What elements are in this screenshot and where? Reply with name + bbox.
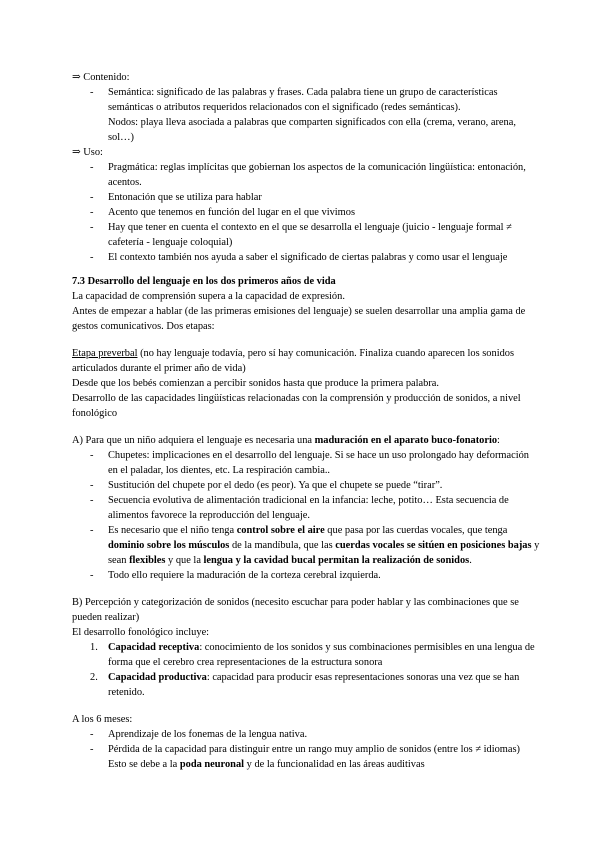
bold-run: Capacidad productiva: [108, 672, 207, 683]
section-a-heading-bold: maduración en el aparato buco-fonatorio: [314, 435, 498, 446]
list-item: [72, 160, 540, 190]
section-a-list: [72, 448, 540, 583]
list-item: [72, 190, 540, 205]
section-a-heading-colon: :: [497, 435, 500, 446]
preverbal-label: Etapa preverbal: [72, 348, 138, 359]
list-item: [72, 640, 540, 670]
dash-bullet: -: [90, 192, 94, 203]
text-run: Es necesario que el niño tenga: [108, 525, 237, 536]
preverbal-text: (no hay lenguaje todavía, pero sí hay comunicación. Finaliza cuando aparecen los sonidos articulados durante el primer año de vida): [72, 348, 515, 374]
text-run: : capacidad para producir esas representaciones sonoras una vez que se han retenido.: [108, 672, 520, 698]
nodos-text: Nodos: playa lleva asociada a palabras que comparten significados con ella (crema, verano, arena, sol…): [108, 117, 516, 143]
list-item-text: El contexto también nos ayuda a saber el significado de ciertas palabras y como usar el lenguaje: [108, 252, 508, 263]
section-title-text: 7.3 Desarrollo del lenguaje en los dos primeros años de vida: [72, 276, 336, 287]
section-paragraph-2: Antes de empezar a hablar (de las primeras emisiones del lenguaje) se suelen desarrollar una amplia gama de gestos comunicativos. Dos etapas:: [72, 306, 526, 332]
list-item-text: Acento que tenemos en función del lugar en el que vivimos: [108, 207, 355, 218]
list-item: [72, 727, 540, 742]
dash-bullet: -: [90, 744, 94, 755]
bold-run: cuerdas vocales se sitúen en posiciones bajas: [335, 540, 532, 551]
section-a-heading-text: A) Para que un niño adquiera el lenguaje es necesaria una: [72, 435, 315, 446]
text-run: .: [469, 555, 472, 566]
list-item: [72, 205, 540, 220]
text-run: Esto se debe a la: [108, 759, 180, 770]
bold-run: lengua y la cavidad bucal permitan la realización de sonidos: [203, 555, 470, 566]
list-item-text: Pragmática: reglas implícitas que gobiernan los aspectos de la comunicación lingüística: entonación, acentos.: [108, 162, 526, 188]
dash-bullet: -: [90, 729, 94, 740]
bold-run: Capacidad receptiva: [108, 642, 200, 653]
dash-bullet: -: [90, 252, 94, 263]
list-item: [72, 523, 540, 568]
list-item-text: Todo ello requiere la maduración de la corteza cerebral izquierda.: [108, 570, 381, 581]
list-item: [72, 742, 540, 772]
list-item: [72, 670, 540, 700]
list-item-text: Hay que tener en cuenta el contexto en el que se desarrolla el lenguaje (juicio - lenguaje formal ≠ cafetería - lenguaje coloquial): [108, 222, 512, 248]
bold-run: control sobre el aire: [236, 525, 325, 536]
text-run: : conocimiento de los sonidos y sus combinaciones permisibles en una lengua de forma que el cerebro crea representaciones de la estructura sonora: [108, 642, 535, 668]
preverbal-paragraph-3: Desarrollo de las capacidades lingüísticas relacionadas con la comprensión y producción de sonidos, a nivel fonológico: [72, 393, 521, 419]
list-item: [72, 250, 540, 265]
text-run: que pasa por las cuerdas vocales, que tenga: [324, 525, 508, 536]
list-item-text: Sustitución del chupete por el dedo (es peor). Ya que el chupete se puede “tirar”.: [108, 480, 443, 491]
uso-list: [72, 160, 540, 265]
preverbal-paragraph-2: Desde que los bebés comienzan a percibir sonidos hasta que produce la primera palabra.: [72, 378, 439, 389]
list-item: [72, 220, 540, 250]
list-item-text: Aprendizaje de los fonemas de la lengua nativa.: [108, 729, 308, 740]
list-item: [72, 85, 540, 145]
list-item: [72, 448, 540, 478]
preverbal-paragraph: [72, 346, 540, 376]
dash-bullet: -: [90, 570, 94, 581]
text-run: de la mandíbula, que las: [229, 540, 336, 551]
dash-bullet: -: [90, 87, 94, 98]
dash-bullet: -: [90, 222, 94, 233]
bold-run: poda neuronal: [179, 759, 245, 770]
list-item: [72, 568, 540, 583]
contenido-list: [72, 85, 540, 145]
section-a-heading: [72, 433, 540, 448]
list-item-text: Chupetes: implicaciones en el desarrollo del lenguaje. Si se hace un uso prolongado hay deformación en el paladar, los dientes, etc. La respiración cambia..: [108, 450, 529, 476]
seis-meses-list: [72, 727, 540, 772]
list-item-text: Entonación que se utiliza para hablar: [108, 192, 262, 203]
dash-bullet: -: [90, 525, 94, 536]
dash-bullet: -: [90, 450, 94, 461]
dash-bullet: -: [90, 495, 94, 506]
uso-heading: ⇒ Uso:: [72, 147, 103, 158]
list-item-text: Pérdida de la capacidad para distinguir entre un rango muy amplio de sonidos (entre los ≠ idiomas): [108, 744, 520, 755]
section-b-heading: B) Percepción y categorización de sonidos (necesito escuchar para poder hablar y las combinaciones que se pueden realizar): [72, 597, 519, 623]
number-marker: 2.: [90, 672, 98, 683]
list-item-text: Secuencia evolutiva de alimentación tradicional en la infancia: leche, potito… Esta secuencia de alimentos favorece la reproducción del lenguaje.: [108, 495, 509, 521]
section-paragraph-1: La capacidad de comprensión supera a la capacidad de expresión.: [72, 291, 345, 302]
contenido-heading: ⇒ Contenido:: [72, 72, 130, 83]
text-run: y sean: [108, 540, 540, 566]
seis-meses-heading: A los 6 meses:: [72, 714, 133, 725]
list-item: [72, 493, 540, 523]
bold-run: flexibles: [129, 555, 166, 566]
section-title: [72, 274, 540, 289]
text-run: y de la funcionalidad en las áreas auditivas: [244, 759, 425, 770]
number-marker: 1.: [90, 642, 98, 653]
text-run: y que la: [165, 555, 204, 566]
section-b-list: [72, 640, 540, 700]
dash-bullet: -: [90, 480, 94, 491]
dash-bullet: -: [90, 162, 94, 173]
semantica-text: Semántica: significado de las palabras y frases. Cada palabra tiene un grupo de características semánticas o atributos requeridos relacionados con el significado (redes semánticas).: [108, 87, 498, 113]
list-item: [72, 478, 540, 493]
bold-run: dominio sobre los músculos: [108, 540, 230, 551]
dash-bullet: -: [90, 207, 94, 218]
section-b-intro: El desarrollo fonológico incluye:: [72, 627, 210, 638]
